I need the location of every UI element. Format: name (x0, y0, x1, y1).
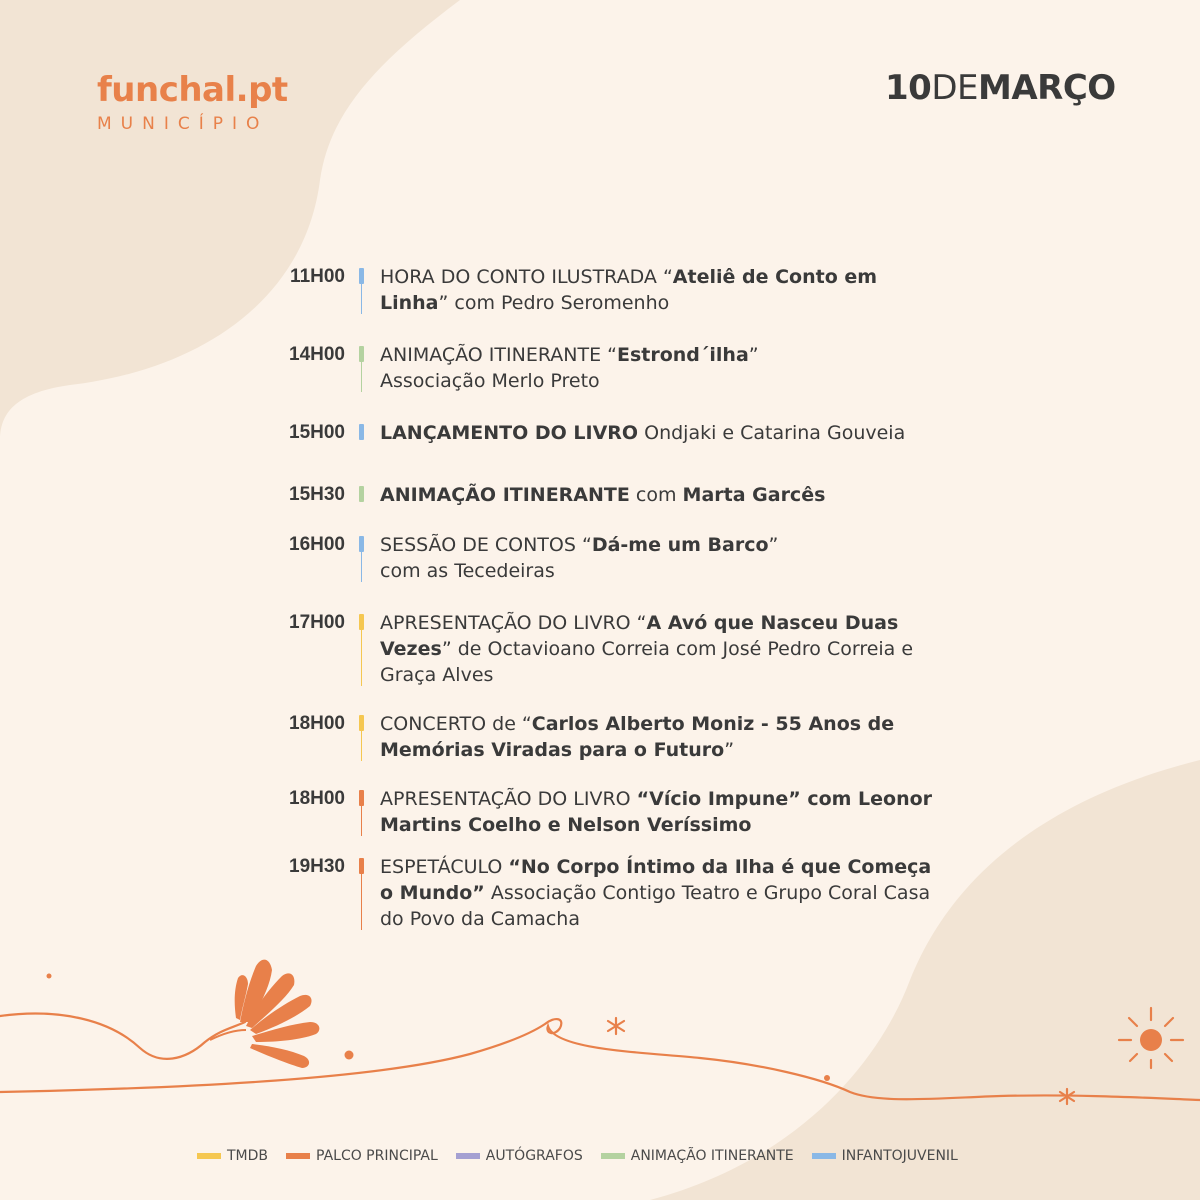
description-text: Dá-me um Barco (591, 534, 769, 556)
description-text: ” (748, 344, 759, 366)
description-text: Associação Contigo Teatro e Grupo Coral Casa do Povo da Camacha (380, 882, 931, 930)
category-marker (359, 536, 364, 552)
schedule-time: 19H30 (289, 856, 345, 877)
schedule-description (380, 711, 950, 763)
description-text: HORA DO CONTO ILUSTRADA “ (380, 266, 673, 288)
category-marker (359, 715, 364, 731)
date-de: DE (931, 68, 978, 108)
description-text: com as Tecedeiras (380, 560, 555, 582)
description-text: ANIMAÇÃO ITINERANTE (380, 484, 630, 506)
category-marker (359, 346, 364, 362)
logo-title: funchal.pt (97, 70, 288, 110)
category-marker-line (361, 284, 362, 314)
category-marker (359, 790, 364, 806)
schedule-time: 16H00 (289, 534, 345, 555)
description-text: “Vício Impune” com Leonor Martins Coelho e Nelson Veríssimo (380, 788, 933, 836)
legend-label: TMDB (227, 1148, 269, 1164)
description-text: CONCERTO (380, 713, 487, 735)
schedule-description (380, 342, 950, 394)
legend-label: INFANTOJUVENIL (841, 1148, 958, 1164)
legend-swatch (812, 1153, 836, 1159)
description-text: Carlos Alberto Moniz - 55 Anos de Memórias Viradas para o Futuro (380, 713, 895, 761)
sun-icon (1119, 1008, 1183, 1068)
description-text: SESSÃO DE CONTOS “ (380, 534, 592, 556)
legend-label: AUTÓGRAFOS (485, 1148, 583, 1164)
category-marker (359, 268, 364, 284)
legend (197, 1146, 976, 1166)
legend-item (456, 1148, 583, 1164)
logo[interactable] (97, 68, 288, 134)
category-marker (359, 858, 364, 874)
legend-swatch (197, 1153, 221, 1159)
category-marker-line (361, 731, 362, 761)
description-text: ANIMAÇÃO ITINERANTE “ (380, 344, 617, 366)
description-text: APRESENTAÇÃO DO LIVRO (380, 788, 637, 810)
legend-label: PALCO PRINCIPAL (316, 1148, 438, 1164)
category-marker (359, 614, 364, 630)
description-text: A Avó que Nasceu Duas Vezes (380, 612, 899, 660)
category-marker (359, 424, 364, 440)
legend-swatch (286, 1153, 310, 1159)
description-text: “No Corpo Íntimo da Ilha é que Começa o Mundo” (380, 856, 932, 904)
schedule-description (380, 420, 950, 446)
schedule-description (380, 610, 950, 688)
description-text: Estrond´ilha (616, 344, 749, 366)
legend-swatch (456, 1153, 480, 1159)
dot-icon (47, 974, 52, 979)
category-marker-line (361, 362, 362, 392)
category-marker-line (361, 874, 362, 930)
description-text: LANÇAMENTO DO LIVRO (380, 422, 639, 444)
description-text: de “ (486, 713, 532, 735)
schedule-description (380, 264, 950, 316)
legend-label: ANIMAÇÃO ITINERANTE (630, 1148, 794, 1164)
category-marker-line (361, 806, 362, 836)
schedule-time: 14H00 (289, 344, 345, 365)
description-text: Ateliê de Conto em Linha (380, 266, 878, 314)
legend-item (197, 1148, 268, 1164)
schedule-time: 11H00 (290, 266, 345, 287)
date-day: 10 (885, 68, 932, 108)
description-text: Associação Merlo Preto (380, 370, 600, 392)
schedule-time: 18H00 (289, 713, 345, 734)
schedule-description (380, 482, 950, 508)
schedule-description (380, 532, 950, 584)
description-text: Marta Garcês (682, 484, 826, 506)
category-marker-line (361, 552, 362, 582)
category-marker-line (361, 630, 362, 686)
legend-swatch (601, 1153, 625, 1159)
legend-item (812, 1148, 958, 1164)
description-text: Ondjaki e Catarina Gouveia (638, 422, 906, 444)
schedule-description (380, 854, 950, 932)
date-month: MARÇO (978, 68, 1116, 108)
dot-icon (824, 1075, 830, 1081)
schedule-time: 15H30 (289, 484, 345, 505)
description-text: ESPETÁCULO (380, 856, 509, 878)
description-text: ” (724, 739, 735, 761)
logo-subtitle: MUNICÍPIO (97, 114, 269, 134)
dot-icon (345, 1051, 354, 1060)
category-marker (359, 486, 364, 502)
description-text: ” (768, 534, 779, 556)
schedule-time: 15H00 (289, 422, 345, 443)
schedule-time: 17H00 (289, 612, 345, 633)
schedule-description (380, 786, 950, 838)
legend-item (601, 1148, 794, 1164)
event-date (885, 66, 1116, 110)
description-text: com (629, 484, 683, 506)
description-text: ” com Pedro Seromenho (438, 292, 670, 314)
description-text: APRESENTAÇÃO DO LIVRO “ (380, 612, 647, 634)
legend-item (286, 1148, 438, 1164)
description-text: ” de Octavioano Correia com José Pedro Correia e Graça Alves (380, 638, 914, 686)
schedule-time: 18H00 (289, 788, 345, 809)
